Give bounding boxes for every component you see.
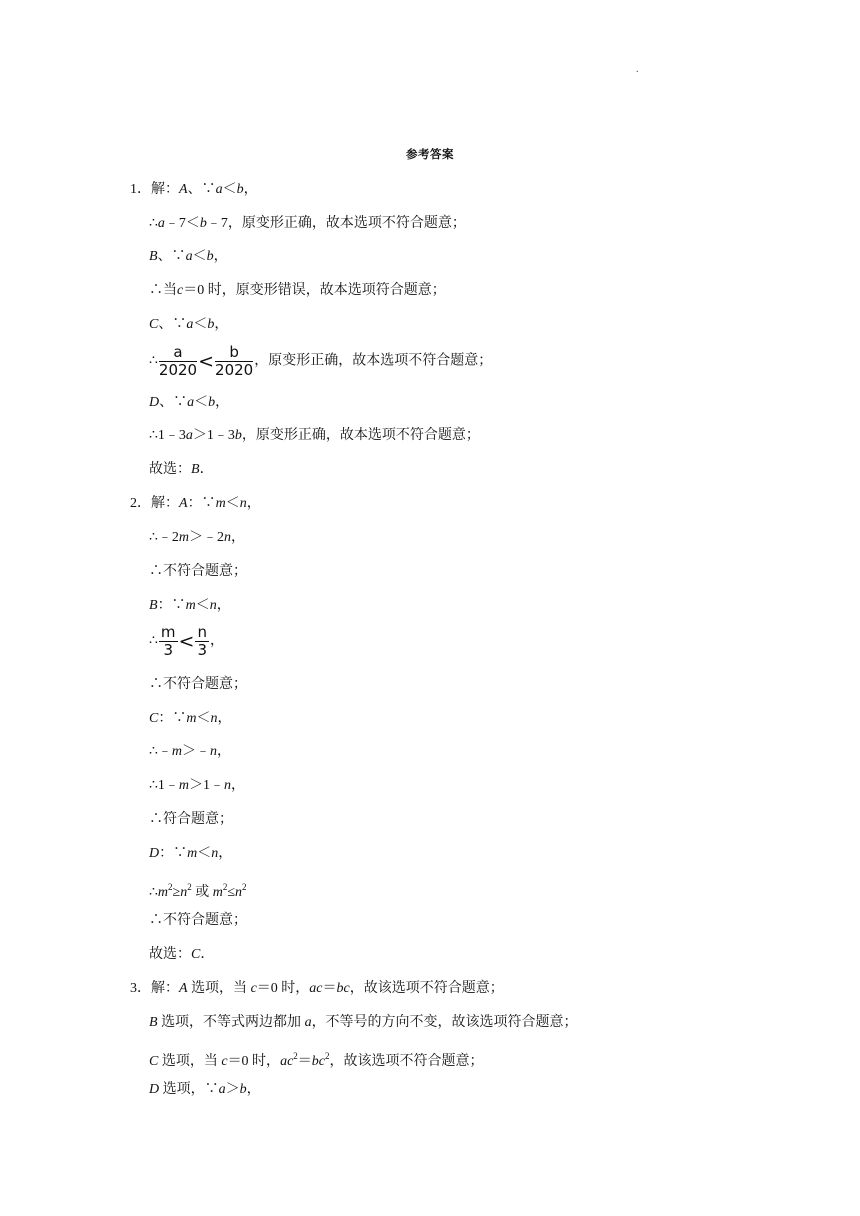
q3-line-3: C 选项，当 c＝0 时，$ac^2=bc^2$，故该选项不符合题意； bbox=[149, 1051, 484, 1069]
q1-line-2: ∴a﹣7＜b﹣7，原变形正确，故本选项不符合题意； bbox=[149, 216, 466, 231]
q2-line-1: 2．解：A：∵m＜n， bbox=[130, 496, 261, 511]
q1-answer: 故选：B． bbox=[149, 462, 214, 477]
q3-line-4: D 选项，∵a＞b， bbox=[149, 1082, 261, 1097]
q2-line-3: ∴不符合题意； bbox=[149, 564, 247, 579]
q2-line-11: D：∵m＜n， bbox=[149, 846, 233, 861]
q2-line-5-fraction: ∴ $\frac{m}{3}$ < $\frac{n}{3}$ ， bbox=[149, 623, 224, 659]
q2-line-9: ∴1﹣m＞1﹣n， bbox=[149, 778, 246, 793]
q2-line-12: $\therefore m^2\ge n^2$ 或 $m^2\le n^2$ bbox=[149, 882, 247, 900]
page-title: 参考答案 bbox=[406, 147, 454, 161]
q2-line-7: C：∵m＜n， bbox=[149, 711, 232, 726]
q1-line-5: C、∵a＜b， bbox=[149, 317, 229, 332]
q1-line-8: ∴1﹣3a＞1﹣3b，原变形正确，故本选项不符合题意； bbox=[149, 428, 480, 443]
fraction-n-3: $\frac{n}{3}$ bbox=[197, 623, 207, 659]
header-mark: . bbox=[636, 64, 639, 75]
fraction-a-2020: $\frac{a}{2020}$ bbox=[158, 343, 198, 379]
q1-line-7: D、∵a＜b， bbox=[149, 395, 230, 410]
q2-answer: 故选：C． bbox=[149, 947, 215, 962]
q2-line-6: ∴不符合题意； bbox=[149, 677, 247, 692]
q2-line-10: ∴符合题意； bbox=[149, 812, 233, 827]
fraction-b-2020: $\frac{b}{2020}$ bbox=[215, 343, 254, 379]
q1-line-4: ∴当c＝0 时，原变形错误，故本选项符合题意； bbox=[149, 283, 446, 298]
q1-line-3: B、∵a＜b， bbox=[149, 249, 228, 264]
q1-line-6-fraction: ∴ $\frac{a}{2020}$ < $\frac{b}{2020}$ ，原变形正确，故本选项不符合题意； bbox=[149, 343, 493, 379]
q1-line-1: 1．解：A、∵a＜b， bbox=[130, 182, 258, 197]
q2-line-8: ∴﹣m＞﹣n， bbox=[149, 744, 232, 759]
q2-line-2: ∴﹣2m＞﹣2n， bbox=[149, 530, 246, 545]
q2-line-4: B：∵m＜n， bbox=[149, 598, 231, 613]
q3-line-2: B 选项，不等式两边都加 a，不等号的方向不变，故该选项符合题意； bbox=[149, 1015, 578, 1030]
q2-line-13: ∴不符合题意； bbox=[149, 913, 247, 928]
fraction-m-3: $\frac{m}{3}$ bbox=[160, 623, 176, 659]
q3-line-1: 3．解：A 选项，当 c＝0 时，ac＝bc，故该选项不符合题意； bbox=[130, 981, 504, 996]
